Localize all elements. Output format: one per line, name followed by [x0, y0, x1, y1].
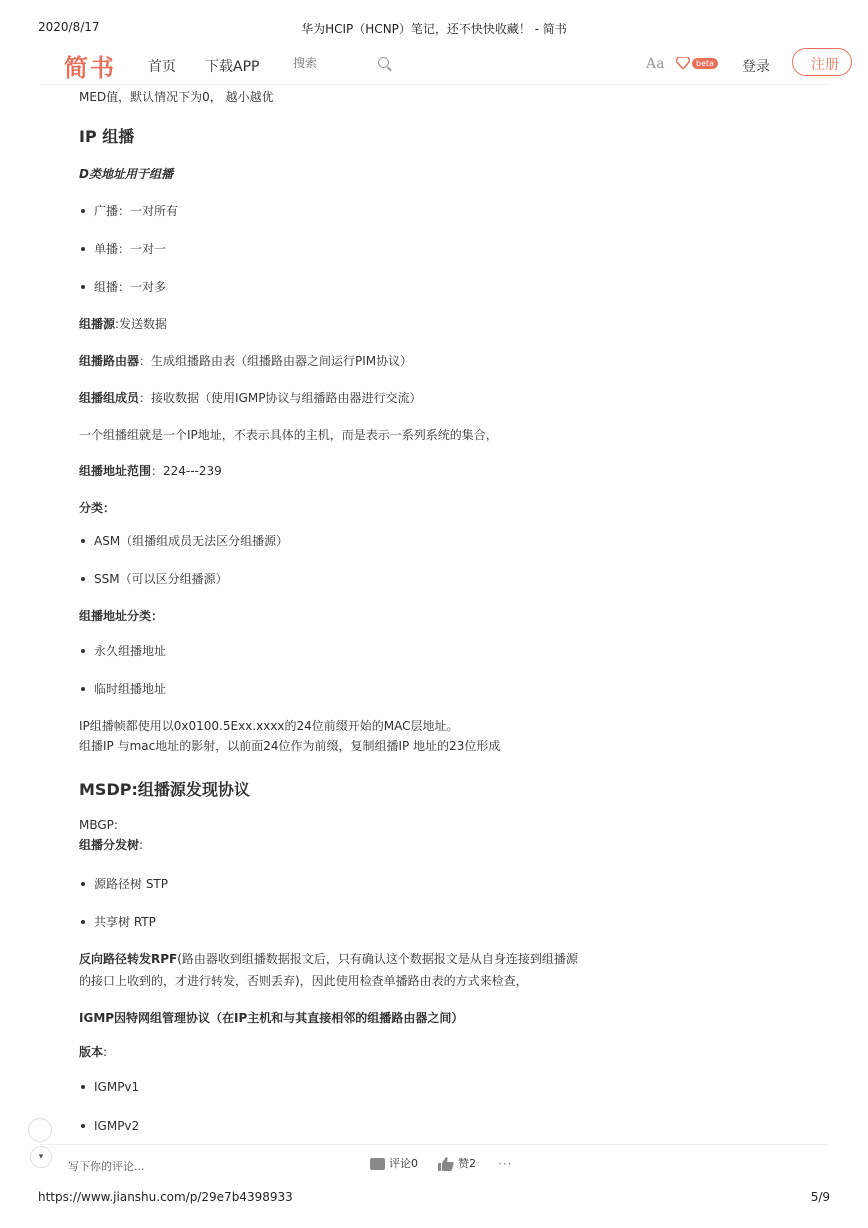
distribution-tree-line: 组播分发树:	[79, 838, 144, 852]
print-date: 2020/8/17	[38, 20, 100, 34]
like-button[interactable]	[438, 1155, 476, 1171]
bullet-icon	[81, 1124, 85, 1128]
print-footer	[0, 1190, 868, 1210]
mac-line-1: IP组播帧都使用以0x0100.5Exx.xxxx的24位前缀开始的MAC层地址。	[79, 719, 459, 733]
navbar	[40, 44, 839, 85]
rpf-line-1: 反向路径转发RPF(路由器收到组播数据报文后，只有确认这个数据报文是从自身连接到组播源	[79, 952, 578, 966]
page-url: https://www.jianshu.com/p/29e7b4398933	[38, 1190, 293, 1204]
bottom-action-bar	[40, 1144, 828, 1185]
comment-count-label: 评论0	[389, 1157, 418, 1170]
bullet-icon	[81, 649, 85, 653]
print-title: 华为HCIP（HCNP）笔记，还不快快收藏！ - 简书	[301, 22, 567, 36]
login-link[interactable]: 登录	[742, 59, 770, 75]
register-button[interactable]: 注册	[792, 48, 852, 76]
bullet-icon	[81, 687, 85, 691]
multicast-source-line: 组播源:发送数据	[79, 317, 168, 331]
classification-label: 分类：	[79, 501, 116, 515]
group-description: 一个组播组就是一个IP地址，不表示具体的主机，而是表示一系列系统的集合，	[79, 428, 498, 442]
bullet-icon	[81, 285, 85, 289]
med-line: MED值，默认情况下为0， 越小越优	[79, 90, 274, 104]
address-range-line: 组播地址范围：224---239	[79, 464, 222, 478]
nav-home-link[interactable]: 首页	[148, 59, 176, 75]
jianshu-logo[interactable]: 简书	[64, 54, 116, 82]
multicast-member-line: 组播组成员：接收数据（使用IGMP协议与组播路由器进行交流）	[79, 391, 422, 405]
bullet-icon	[81, 920, 85, 924]
bullet-icon	[81, 882, 85, 886]
like-count-label: 赞2	[458, 1157, 476, 1170]
search-input[interactable]	[290, 50, 373, 70]
mbgp-line: MBGP:	[79, 818, 118, 832]
font-size-icon[interactable]: Aa	[646, 56, 665, 72]
heading-ip-multicast: IP 组播	[79, 127, 135, 146]
bullet-icon	[81, 577, 85, 581]
bullet-icon	[81, 1085, 85, 1089]
heading-msdp: MSDP:组播源发现协议	[79, 780, 250, 799]
bullet-icon	[81, 539, 85, 543]
diamond-icon[interactable]	[676, 57, 690, 69]
mac-line-2: 组播IP 与mac地址的影射，以前面24位作为前缀，复制组播IP 地址的23位形成	[79, 739, 501, 753]
scroll-down-icon[interactable]: ▾	[30, 1146, 52, 1168]
thumbs-up-icon	[438, 1157, 454, 1171]
address-class-label: 组播地址分类：	[79, 609, 164, 623]
rpf-line-2: 的接口上收到的，才进行转发，否则丢弃)，因此使用检查单播路由表的方式来检查，	[79, 974, 528, 988]
bullet-icon	[81, 247, 85, 251]
print-header	[0, 18, 868, 38]
d-class-line: D类地址用于组播	[79, 167, 173, 181]
search-icon[interactable]	[378, 57, 389, 68]
more-options-icon[interactable]: ···	[498, 1157, 513, 1171]
bullet-icon	[81, 209, 85, 213]
search-box	[290, 50, 400, 78]
comment-input[interactable]: 写下你的评论...	[68, 1160, 145, 1173]
comment-button[interactable]	[370, 1155, 418, 1171]
multicast-router-line: 组播路由器：生成组播路由表（组播路由器之间运行PIM协议）	[79, 354, 413, 368]
version-line: 版本:	[79, 1045, 108, 1059]
page-number: 5/9	[810, 1190, 830, 1204]
nav-download-app-link[interactable]: 下载APP	[205, 59, 260, 75]
igmp-heading: IGMP因特网组管理协议（在IP主机和与其直接相邻的组播路由器之间）	[79, 1011, 464, 1025]
beta-badge: beta	[692, 58, 718, 69]
comment-bubble-icon	[370, 1158, 385, 1170]
side-float-button[interactable]	[28, 1118, 52, 1142]
